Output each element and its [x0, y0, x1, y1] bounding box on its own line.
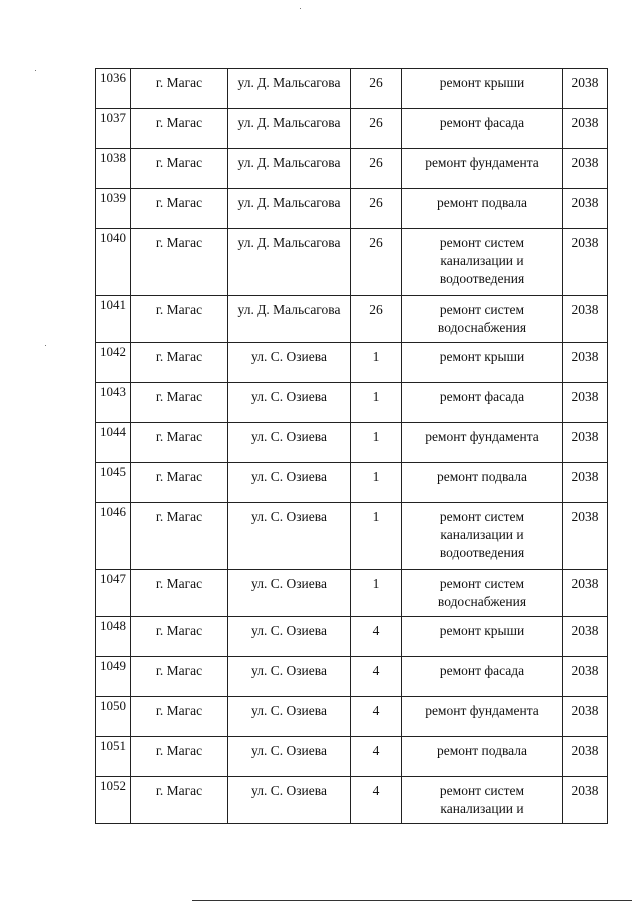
house-number-cell-text: 4 — [372, 703, 380, 718]
city-cell — [131, 697, 228, 737]
row-number-cell: 1039 — [96, 189, 131, 229]
street-cell — [228, 503, 351, 570]
street-cell-text: ул. Д. Мальсагова — [237, 75, 341, 90]
street-cell-text: ул. Д. Мальсагова — [237, 155, 341, 170]
work-type-cell-text: ремонт фундамента — [425, 155, 539, 170]
street-cell — [228, 737, 351, 777]
work-type-cell-text: ремонт крыши — [439, 349, 525, 364]
city-cell-text: г. Магас — [155, 429, 203, 444]
row-number-cell: 1049 — [96, 657, 131, 697]
street-cell-text: ул. С. Озиева — [251, 623, 327, 638]
street-cell — [228, 109, 351, 149]
house-number-cell — [351, 69, 402, 109]
house-number-cell-text: 26 — [369, 195, 383, 210]
house-number-cell-text: 26 — [369, 75, 383, 90]
row-number-cell: 1044 — [96, 423, 131, 463]
street-cell-text: ул. С. Озиева — [251, 509, 327, 524]
row-number-cell: 1051 — [96, 737, 131, 777]
work-type-cell — [402, 777, 563, 824]
city-cell — [131, 69, 228, 109]
work-type-cell-text: ремонт крыши — [439, 75, 525, 90]
street-cell — [228, 463, 351, 503]
work-type-cell — [402, 503, 563, 570]
work-type-cell-text: ремонт систем водоснабжения — [437, 576, 527, 609]
year-cell-text: 2038 — [571, 663, 599, 678]
year-cell-text: 2038 — [571, 389, 599, 404]
city-cell — [131, 189, 228, 229]
city-cell — [131, 229, 228, 296]
house-number-cell — [351, 343, 402, 383]
row-number-cell: 1046 — [96, 503, 131, 570]
table-row — [96, 423, 608, 463]
work-type-cell-text: ремонт фундамента — [425, 429, 539, 444]
city-cell — [131, 343, 228, 383]
street-cell-text: ул. С. Озиева — [251, 703, 327, 718]
house-number-cell — [351, 503, 402, 570]
year-cell-text: 2038 — [571, 235, 599, 250]
work-type-cell — [402, 296, 563, 343]
year-cell — [563, 69, 608, 109]
city-cell — [131, 777, 228, 824]
year-cell-text: 2038 — [571, 509, 599, 524]
table-row — [96, 229, 608, 296]
street-cell — [228, 343, 351, 383]
house-number-cell-text: 1 — [372, 469, 380, 484]
house-number-cell — [351, 570, 402, 617]
house-number-cell — [351, 423, 402, 463]
row-number-cell: 1043 — [96, 383, 131, 423]
street-cell — [228, 423, 351, 463]
row-number-cell: 1052 — [96, 777, 131, 824]
table-row — [96, 383, 608, 423]
year-cell — [563, 503, 608, 570]
city-cell — [131, 423, 228, 463]
city-cell — [131, 149, 228, 189]
scan-speck — [300, 8, 301, 9]
work-type-cell — [402, 423, 563, 463]
year-cell — [563, 570, 608, 617]
work-type-cell-text: ремонт фасада — [439, 389, 525, 404]
table-row — [96, 697, 608, 737]
year-cell-text: 2038 — [571, 429, 599, 444]
house-number-cell-text: 4 — [372, 783, 380, 798]
city-cell-text: г. Магас — [155, 302, 203, 317]
work-type-cell-text: ремонт систем канализации и — [439, 783, 525, 816]
year-cell-text: 2038 — [571, 349, 599, 364]
work-type-cell-text: ремонт систем канализации и водоотведения — [439, 509, 525, 560]
house-number-cell-text: 4 — [372, 663, 380, 678]
house-number-cell-text: 4 — [372, 743, 380, 758]
house-number-cell — [351, 383, 402, 423]
work-type-cell — [402, 383, 563, 423]
row-number-cell: 1045 — [96, 463, 131, 503]
house-number-cell-text: 4 — [372, 623, 380, 638]
house-number-cell-text: 26 — [369, 235, 383, 250]
house-number-cell-text: 26 — [369, 115, 383, 130]
year-cell-text: 2038 — [571, 703, 599, 718]
house-number-cell — [351, 697, 402, 737]
work-type-cell — [402, 570, 563, 617]
city-cell-text: г. Магас — [155, 195, 203, 210]
year-cell — [563, 383, 608, 423]
street-cell — [228, 617, 351, 657]
house-number-cell-text: 1 — [372, 509, 380, 524]
house-number-cell — [351, 109, 402, 149]
year-cell-text: 2038 — [571, 743, 599, 758]
city-cell-text: г. Магас — [155, 349, 203, 364]
row-number-cell: 1047 — [96, 570, 131, 617]
table-row — [96, 657, 608, 697]
work-type-cell-text: ремонт систем водоснабжения — [437, 302, 527, 335]
street-cell — [228, 570, 351, 617]
street-cell-text: ул. С. Озиева — [251, 429, 327, 444]
year-cell — [563, 697, 608, 737]
city-cell-text: г. Магас — [155, 576, 203, 591]
city-cell-text: г. Магас — [155, 663, 203, 678]
table-row — [96, 463, 608, 503]
work-type-cell — [402, 343, 563, 383]
city-cell — [131, 503, 228, 570]
row-number-cell: 1048 — [96, 617, 131, 657]
city-cell — [131, 463, 228, 503]
table-body — [96, 69, 608, 824]
house-number-cell-text: 26 — [369, 155, 383, 170]
house-number-cell — [351, 296, 402, 343]
street-cell — [228, 229, 351, 296]
table-row — [96, 189, 608, 229]
house-number-cell-text: 1 — [372, 349, 380, 364]
work-type-cell-text: ремонт подвала — [436, 195, 528, 210]
work-type-cell-text: ремонт подвала — [436, 469, 528, 484]
work-type-cell — [402, 463, 563, 503]
work-type-cell — [402, 737, 563, 777]
year-cell — [563, 343, 608, 383]
year-cell — [563, 229, 608, 296]
street-cell — [228, 383, 351, 423]
year-cell-text: 2038 — [571, 302, 599, 317]
work-type-cell — [402, 189, 563, 229]
city-cell — [131, 109, 228, 149]
work-type-cell — [402, 149, 563, 189]
year-cell — [563, 109, 608, 149]
year-cell-text: 2038 — [571, 576, 599, 591]
work-type-cell-text: ремонт фасада — [439, 115, 525, 130]
house-number-cell — [351, 463, 402, 503]
row-number-cell: 1036 — [96, 69, 131, 109]
work-type-cell — [402, 697, 563, 737]
city-cell-text: г. Магас — [155, 703, 203, 718]
table-row — [96, 737, 608, 777]
city-cell-text: г. Магас — [155, 469, 203, 484]
table-row — [96, 149, 608, 189]
table-row — [96, 296, 608, 343]
year-cell-text: 2038 — [571, 155, 599, 170]
table-row — [96, 777, 608, 824]
street-cell — [228, 69, 351, 109]
street-cell — [228, 657, 351, 697]
work-type-cell — [402, 229, 563, 296]
house-number-cell — [351, 149, 402, 189]
year-cell — [563, 296, 608, 343]
city-cell-text: г. Магас — [155, 389, 203, 404]
year-cell-text: 2038 — [571, 623, 599, 638]
house-number-cell — [351, 617, 402, 657]
street-cell-text: ул. Д. Мальсагова — [237, 235, 341, 250]
table-row — [96, 69, 608, 109]
street-cell — [228, 189, 351, 229]
year-cell-text: 2038 — [571, 783, 599, 798]
year-cell — [563, 423, 608, 463]
year-cell — [563, 463, 608, 503]
city-cell — [131, 617, 228, 657]
work-type-cell-text: ремонт подвала — [436, 743, 528, 758]
year-cell — [563, 737, 608, 777]
city-cell-text: г. Магас — [155, 235, 203, 250]
house-number-cell — [351, 777, 402, 824]
house-number-cell — [351, 657, 402, 697]
street-cell-text: ул. С. Озиева — [251, 469, 327, 484]
year-cell — [563, 617, 608, 657]
year-cell-text: 2038 — [571, 469, 599, 484]
house-number-cell-text: 1 — [372, 576, 380, 591]
repair-schedule-table — [95, 68, 608, 824]
house-number-cell-text: 1 — [372, 429, 380, 444]
street-cell-text: ул. С. Озиева — [251, 349, 327, 364]
street-cell — [228, 777, 351, 824]
table-row — [96, 570, 608, 617]
street-cell-text: ул. С. Озиева — [251, 663, 327, 678]
year-cell — [563, 189, 608, 229]
city-cell-text: г. Магас — [155, 509, 203, 524]
street-cell-text: ул. С. Озиева — [251, 743, 327, 758]
year-cell — [563, 149, 608, 189]
work-type-cell — [402, 109, 563, 149]
house-number-cell — [351, 189, 402, 229]
row-number-cell: 1050 — [96, 697, 131, 737]
street-cell-text: ул. С. Озиева — [251, 576, 327, 591]
street-cell-text: ул. Д. Мальсагова — [237, 195, 341, 210]
year-cell-text: 2038 — [571, 75, 599, 90]
street-cell-text: ул. Д. Мальсагова — [237, 302, 341, 317]
house-number-cell-text: 26 — [369, 302, 383, 317]
table-row — [96, 343, 608, 383]
table-row — [96, 617, 608, 657]
work-type-cell — [402, 657, 563, 697]
house-number-cell — [351, 737, 402, 777]
row-number-cell: 1038 — [96, 149, 131, 189]
work-type-cell-text: ремонт фасада — [439, 663, 525, 678]
row-number-cell: 1041 — [96, 296, 131, 343]
year-cell — [563, 777, 608, 824]
row-number-cell: 1040 — [96, 229, 131, 296]
year-cell-text: 2038 — [571, 195, 599, 210]
city-cell-text: г. Магас — [155, 743, 203, 758]
row-number-cell: 1037 — [96, 109, 131, 149]
street-cell-text: ул. Д. Мальсагова — [237, 115, 341, 130]
work-type-cell-text: ремонт крыши — [439, 623, 525, 638]
work-type-cell — [402, 617, 563, 657]
row-number-cell: 1042 — [96, 343, 131, 383]
street-cell-text: ул. С. Озиева — [251, 389, 327, 404]
house-number-cell — [351, 229, 402, 296]
city-cell-text: г. Магас — [155, 75, 203, 90]
work-type-cell-text: ремонт фундамента — [425, 703, 539, 718]
city-cell — [131, 296, 228, 343]
year-cell — [563, 657, 608, 697]
scan-speck — [45, 345, 46, 346]
street-cell — [228, 149, 351, 189]
city-cell-text: г. Магас — [155, 623, 203, 638]
table-row — [96, 503, 608, 570]
city-cell — [131, 657, 228, 697]
city-cell-text: г. Магас — [155, 783, 203, 798]
scan-speck — [35, 70, 36, 71]
city-cell — [131, 570, 228, 617]
street-cell-text: ул. С. Озиева — [251, 783, 327, 798]
street-cell — [228, 296, 351, 343]
work-type-cell-text: ремонт систем канализации и водоотведения — [439, 235, 525, 286]
table-row — [96, 109, 608, 149]
city-cell-text: г. Магас — [155, 115, 203, 130]
city-cell — [131, 383, 228, 423]
house-number-cell-text: 1 — [372, 389, 380, 404]
page-bottom-rule — [192, 900, 632, 901]
city-cell — [131, 737, 228, 777]
year-cell-text: 2038 — [571, 115, 599, 130]
city-cell-text: г. Магас — [155, 155, 203, 170]
work-type-cell — [402, 69, 563, 109]
street-cell — [228, 697, 351, 737]
